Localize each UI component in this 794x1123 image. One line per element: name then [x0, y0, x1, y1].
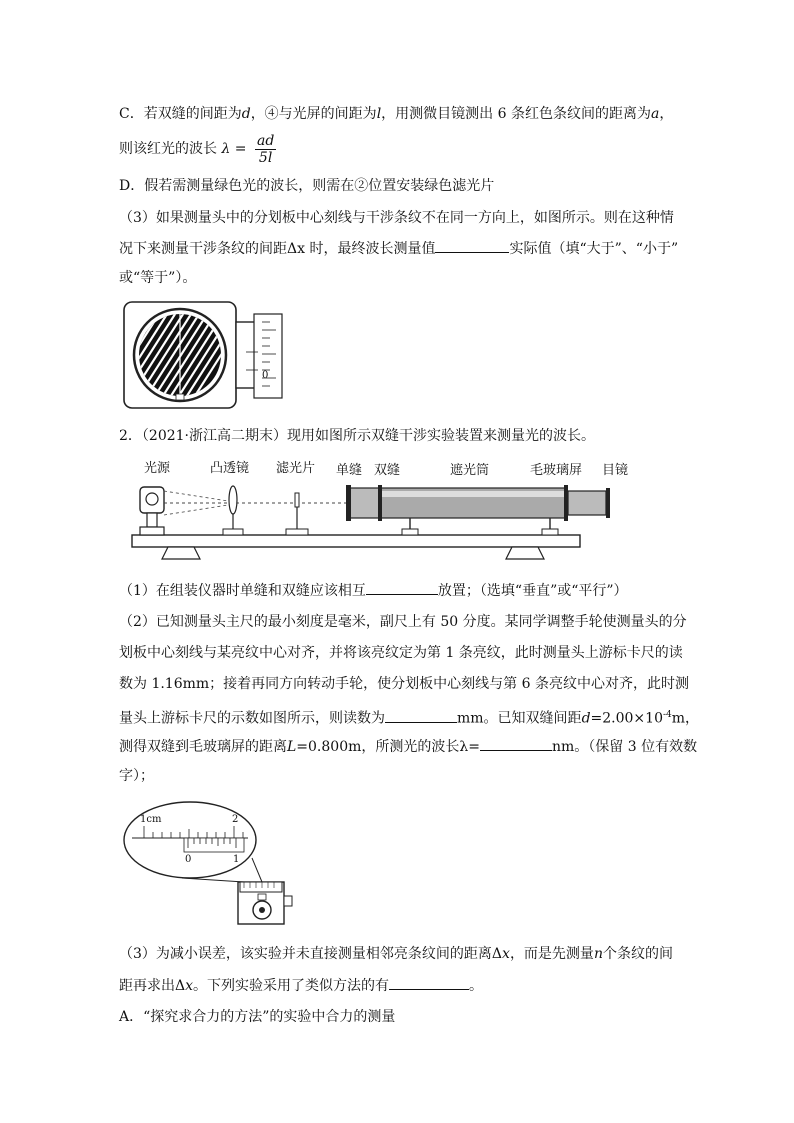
q2-part2-line3: 数为 1.16mm；接着再同方向转动手轮，使分划板中心刻线与第 6 条亮纹中心对齐，此时测 — [119, 676, 689, 692]
q2-part2-line5: 测得双缝到毛玻璃屏的距离L=0.800m，所测光的波长λ= nm。（保留 3 位有效数 — [119, 736, 697, 757]
measuring-head-figure — [122, 300, 294, 412]
q2-part1: （1）在组装仪器时单缝和双缝应该相互 放置；（选填“垂直”或“平行”） — [119, 580, 628, 601]
part3-line3: 或“等于”）。 — [119, 270, 197, 286]
label-double-slit: 双缝 — [374, 463, 401, 478]
label-convex-lens: 凸透镜 — [210, 461, 250, 476]
vernier-figure — [122, 798, 297, 928]
option-d: D．假若需测量绿色光的波长，则需在②位置安装绿色滤光片 — [119, 178, 495, 194]
answer-blank-q2-3[interactable] — [389, 975, 469, 990]
label-ground-glass: 毛玻璃屏 — [530, 463, 583, 478]
q2-part2-line6: 字）； — [119, 768, 154, 784]
vernier-zero: 0 — [185, 854, 192, 865]
label-tube: 遮光筒 — [450, 463, 490, 478]
optical-bench — [132, 535, 580, 547]
vernier-one: 1 — [233, 854, 240, 865]
option-c-line1: C．若双缝的间距为d，④与光屏的间距为l，用测微目镜测出 6 条红色条纹间的距离为a， — [119, 106, 674, 122]
label-eyepiece: 目镜 — [602, 463, 629, 478]
q2-part2-line4: 量头上游标卡尺的示数如图所示，则读数为 mm。已知双缝间距$d=2.00\times 10^{-4}m$， — [119, 705, 699, 729]
part3-line2: 况下来测量干涉条纹的间距Δx 时，最终波长测量值 实际值（填“大于”、“小于” — [119, 238, 678, 259]
answer-blank-q2-1[interactable] — [366, 580, 438, 595]
drum — [254, 314, 282, 398]
eyepiece — [568, 491, 606, 515]
label-light-source: 光源 — [144, 461, 171, 476]
answer-blank-reading[interactable] — [385, 708, 457, 723]
convex-lens — [229, 486, 237, 514]
label-filter: 滤光片 — [276, 461, 316, 476]
q2-part3-line2: 距再求出Δx。下列实验采用了类似方法的有 。 — [119, 975, 483, 996]
drum-scale-zero: 0 — [262, 370, 269, 381]
vernier-scale — [184, 838, 244, 852]
main-scale-1cm: 1cm — [140, 814, 162, 825]
filter — [295, 493, 299, 507]
double-slit-apparatus — [128, 455, 629, 570]
option-c-line2: 则该红光的波长 λ = $\frac{ad}{5l}$ — [119, 132, 275, 166]
part3-line1: （3）如果测量头中的分划板中心刻线与干涉条纹不在同一方向上，如图所示。则在这种情 — [119, 210, 674, 226]
label-single-slit: 单缝 — [336, 463, 363, 478]
q2-header: 2．（2021·浙江高二期末）现用如图所示双缝干涉实验装置来测量光的波长。 — [119, 428, 595, 444]
answer-blank-wavelength[interactable] — [480, 736, 552, 751]
single-slit-holder — [350, 488, 380, 518]
q2-option-a: A．“探究求合力的方法”的实验中合力的测量 — [119, 1009, 396, 1025]
answer-blank-3[interactable] — [435, 238, 509, 253]
q2-part3-line1: （3）为减小误差，该实验并未直接测量相邻亮条纹间的距离Δx，而是先测量n个条纹的间 — [119, 946, 673, 962]
q2-part2-line1: （2）已知测量头主尺的最小刻度是毫米，副尺上有 50 分度。某同学调整手轮使测量头的分 — [119, 614, 687, 630]
q2-part2-line2: 划板中心刻线与某亮纹中心对齐，并将该亮纹定为第 1 条亮纹，此时测量头上游标卡尺的读 — [119, 645, 683, 661]
wavelength-fraction: $\frac{ad}{5l}$ — [256, 132, 275, 166]
main-scale-2: 2 — [232, 814, 239, 825]
